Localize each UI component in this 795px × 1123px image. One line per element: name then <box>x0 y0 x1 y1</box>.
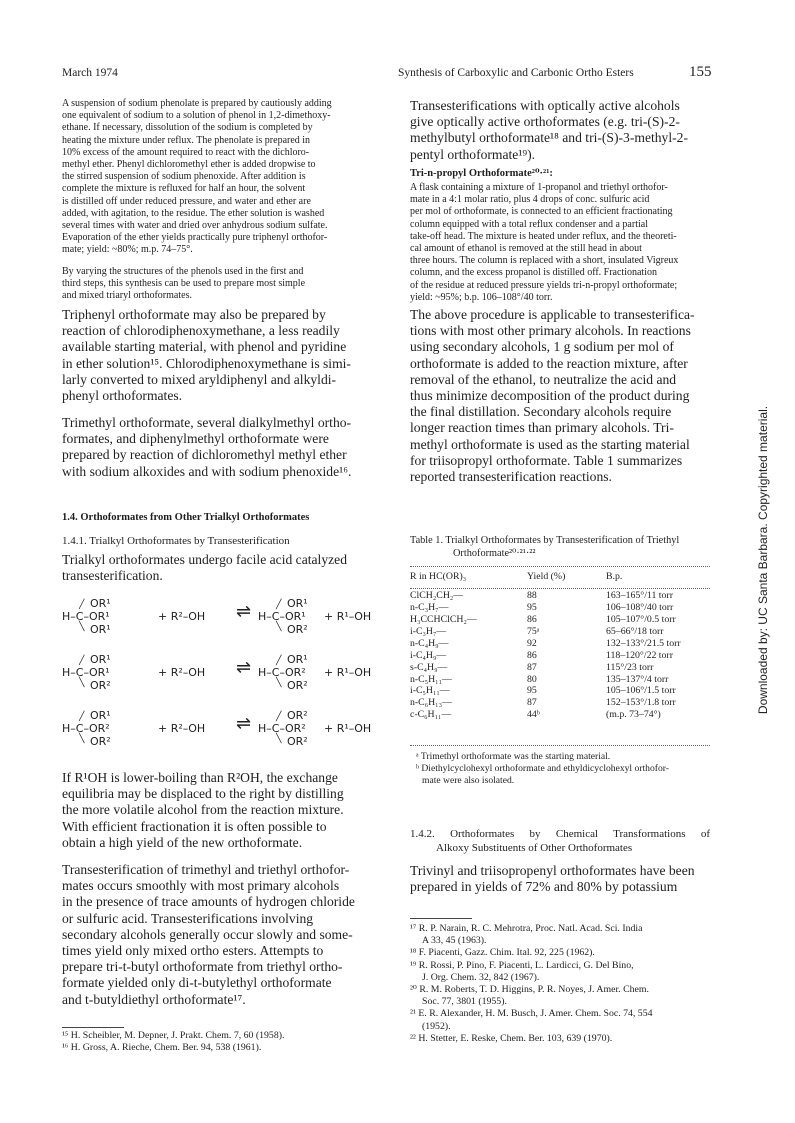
eq2-product: + R¹–OH <box>324 666 372 679</box>
footnote-line: ²¹ E. R. Alexander, H. M. Busch, J. Amer. Chem. Soc. 74, 554 <box>410 1008 653 1020</box>
text-line: mate; yield: ~80%; m.p. 74–75°. <box>62 244 193 256</box>
table-cell-bp: 152–153°/1.8 torr <box>606 697 676 709</box>
footnote-line: ¹⁸ F. Piacenti, Gazz. Chim. Ital. 92, 225 (1962). <box>410 947 595 959</box>
table-row <box>410 685 710 697</box>
text-line: give optically active orthoformates (e.g. tri-(S)-2- <box>410 114 680 130</box>
text-line: times yield only mixed ortho esters. Attempts to <box>62 943 324 959</box>
text-line: A flask containing a mixture of 1-propanol and triethyl orthofor- <box>410 182 668 193</box>
footnote-line: ¹⁷ R. P. Narain, R. C. Mehrotra, Proc. Natl. Acad. Sci. India <box>410 923 643 934</box>
table-caption-line2: Orthoformate²⁰·²¹·²² <box>453 547 536 559</box>
procedure-title: Tri-n-propyl Orthoformate²⁰·²¹: <box>410 168 553 179</box>
text-line: equilibria may be displaced to the right by distilling <box>62 786 344 802</box>
text-line: Evaporation of the ether yields practically pure triphenyl orthofor- <box>62 232 328 244</box>
table-cell-bp: (m.p. 73–74°) <box>606 709 661 721</box>
eq1-left-top: OR¹ <box>90 597 111 610</box>
table-row <box>410 614 710 626</box>
eq1-right-top: OR¹ <box>287 597 308 610</box>
text-line: and mixed triaryl orthoformates. <box>62 290 192 302</box>
eq2-left-bot: OR² <box>90 679 111 692</box>
text-line: If R¹OH is lower-boiling than R²OH, the exchange <box>62 770 338 785</box>
table-header-row <box>410 571 710 583</box>
eq1-reagent: + R²–OH <box>158 610 206 623</box>
text-line: larly converted to mixed aryldiphenyl and alkyldi- <box>62 371 337 387</box>
text-line: prepared by reaction of dichloromethyl methyl ether <box>62 447 347 463</box>
varying-structures-note <box>62 266 388 303</box>
table-note-a: ᵃ Trimethyl orthoformate was the starting material. <box>416 751 611 762</box>
text-line: methyl ether. Phenyl dichloromethyl ether is added dropwise to <box>62 159 316 171</box>
table-cell-r: i-C₃H₇— <box>410 626 447 637</box>
eq3-right-top: OR² <box>287 709 308 722</box>
text-line: Trimethyl orthoformate, several dialkylmethyl ortho- <box>62 415 352 430</box>
bond-line: ╲ <box>79 678 85 688</box>
text-line: for triisopropyl orthoformate. Table 1 summarizes <box>410 452 683 468</box>
subsection-heading-line1: 1.4.2. Orthoformates by Chemical Transformations of <box>410 828 710 840</box>
table-bottom-rule <box>410 745 710 746</box>
text-line: 10% excess of the amount required to react with the dichloro- <box>62 146 310 158</box>
text-line: prepare tri-t-butyl orthoformate from triethyl ortho- <box>62 959 343 975</box>
footnote-line: Soc. 77, 3801 (1955). <box>422 996 507 1008</box>
footnote-line: ²² H. Stetter, E. Reske, Chem. Ber. 103, 639 (1970). <box>410 1032 613 1044</box>
paragraph-trivinyl <box>410 863 710 895</box>
eq2-right-mid: H–C–OR² <box>258 666 306 679</box>
bond-line: ╱ <box>276 712 282 722</box>
text-line: ethane. If necessary, dissolution of the sodium is completed by <box>62 122 313 134</box>
text-line: Transesterifications with optically active alcohols <box>410 98 680 113</box>
table-row <box>410 697 710 709</box>
footnote-line: J. Org. Chem. 32, 842 (1967). <box>422 971 540 983</box>
text-line: take-off head. The mixture is heated under reflux, and the theoreti- <box>410 230 677 242</box>
eq3-reagent: + R²–OH <box>158 722 206 735</box>
text-line: transesterification. <box>62 568 163 584</box>
paragraph-procedure-applicable <box>410 307 710 485</box>
footnote-rule <box>410 918 472 919</box>
text-line: formates, and diphenylmethyl orthoformate were <box>62 431 329 447</box>
footnote-line: (1952). <box>422 1020 451 1032</box>
tripropyl-procedure <box>410 182 710 304</box>
text-line: pentyl orthoformate¹⁹). <box>410 146 536 162</box>
eq3-right-mid: H–C–OR² <box>258 722 306 735</box>
bond-line: ╱ <box>276 656 282 666</box>
text-line: A suspension of sodium phenolate is prepared by cautiously adding <box>62 98 332 109</box>
eq2-left-top: OR¹ <box>90 653 111 666</box>
table-row <box>410 602 710 614</box>
table-header-rule <box>410 588 710 589</box>
footnote-18 <box>410 947 710 959</box>
table-cell-yield: 86 <box>527 614 537 626</box>
table-note-b-line2: mate were also isolated. <box>422 774 515 786</box>
table-cell-yield: 95 <box>527 685 537 697</box>
table-cell-r: i-C₅H₁₁— <box>410 685 450 697</box>
table-cell-yield: 75ᵃ <box>527 626 540 637</box>
text-line: reaction of chlorodiphenoxymethane, a less readily <box>62 323 340 339</box>
download-notice-text: Downloaded by: UC Santa Barbara. Copyrighted material. <box>756 405 770 715</box>
paragraph-trimethyl <box>62 415 388 480</box>
text-line: in the presence of trace amounts of hydrogen chloride <box>62 894 355 910</box>
text-line: longer reaction times than primary alcohols. Tri- <box>410 420 674 436</box>
text-line: Transesterification of trimethyl and triethyl orthofor- <box>62 862 350 877</box>
text-line: available starting material, with phenol and pyridine <box>62 339 347 355</box>
paragraph-boiling <box>62 770 388 851</box>
running-header-title: Synthesis of Carboxylic and Carbonic Ortho Esters <box>398 67 634 79</box>
table-cell-yield: 88 <box>527 590 537 602</box>
table-header-r: R in HC(OR)₃ <box>410 571 467 583</box>
table-caption-line1: Table 1. Trialkyl Orthoformates by Transesterification of Triethyl <box>410 535 680 546</box>
table-cell-r: n-C₄H₉— <box>410 637 449 649</box>
table-cell-r: n-C₆H₁₃— <box>410 697 452 709</box>
table-row <box>410 590 710 602</box>
equilibrium-arrow-icon: ⇌ <box>236 713 252 734</box>
eq1-right-mid: H–C–OR¹ <box>258 610 306 623</box>
bond-line: ╱ <box>79 712 85 722</box>
left-footnotes <box>62 1030 388 1054</box>
subsection-heading-line2: Alkoxy Substituents of Other Orthoformates <box>436 841 633 854</box>
table-cell-r: n-C₅H₁₁— <box>410 673 452 685</box>
footnote-17 <box>410 923 710 947</box>
eq3-left-bot: OR² <box>90 735 111 748</box>
eq3-left-mid: H–C–OR² <box>62 722 110 735</box>
bond-line: ╲ <box>276 678 282 688</box>
eq1-left-mid: H–C–OR¹ <box>62 610 110 623</box>
table-cell-bp: 163–165°/11 torr <box>606 590 673 602</box>
text-line: heating the mixture under reflux. The phenolate is prepared in <box>62 134 311 146</box>
table-cell-yield: 86 <box>527 649 537 661</box>
footnote-20 <box>410 984 710 1008</box>
eq3-product: + R¹–OH <box>324 722 372 735</box>
bond-line: ╱ <box>276 600 282 610</box>
table-cell-r: ClCH₂CH₂— <box>410 590 464 602</box>
text-line: formate yielded only di-t-butylethyl orthoformate <box>62 975 332 991</box>
eq1-right-bot: OR² <box>287 623 308 636</box>
text-line: secondary alcohols generally occur slowly and some- <box>62 926 353 942</box>
table-cell-r: i-C₄H₉— <box>410 649 447 661</box>
text-line: one equivalent of sodium to a solution of phenol in 1,2-dimethoxy- <box>62 110 331 122</box>
text-line: orthoformate is added to the reaction mixture, after <box>410 355 688 371</box>
table-cell-bp: 135–137°/4 torr <box>606 673 669 685</box>
eq3-left-top: OR¹ <box>90 709 111 722</box>
equilibrium-arrow-icon: ⇌ <box>236 601 252 622</box>
subsection-heading: 1.4.1. Trialkyl Orthoformates by Transesterification <box>62 535 290 547</box>
bond-line: ╱ <box>79 600 85 610</box>
text-line: methylbutyl orthoformate¹⁸ and tri-(S)-3-methyl-2- <box>410 130 688 146</box>
section-heading: 1.4. Orthoformates from Other Trialkyl Orthoformates <box>62 512 310 523</box>
subsection-heading-142 <box>410 828 710 855</box>
text-line: using secondary alcohols, 1 g sodium per mol of <box>410 339 674 355</box>
eq2-left-mid: H–C–OR¹ <box>62 666 110 679</box>
footnote-21 <box>410 1008 710 1032</box>
paragraph-optically-active <box>410 98 710 163</box>
text-line: or sulfuric acid. Transesterifications involving <box>62 910 314 926</box>
table-row <box>410 673 710 685</box>
footnote-19 <box>410 960 710 984</box>
eq2-reagent: + R²–OH <box>158 666 206 679</box>
table-header-bp: B.p. <box>606 571 623 583</box>
paragraph-triphenyl <box>62 307 388 404</box>
transesterification-table <box>410 571 710 721</box>
text-line: prepared in yields of 72% and 80% by potassium <box>410 879 678 895</box>
table-cell-yield: 80 <box>527 673 537 685</box>
text-line: added, with agitation, to the residue. The ether solution is washed <box>62 207 325 219</box>
text-line: complete the mixture is refluxed for half an hour, the solvent <box>62 183 306 195</box>
table-top-rule <box>410 566 710 567</box>
bond-line: ╲ <box>79 622 85 632</box>
table-cell-bp: 118–120°/22 torr <box>606 649 673 661</box>
bond-line: ╲ <box>276 734 282 744</box>
bond-line: ╱ <box>79 656 85 666</box>
text-line: with sodium alkoxides and with sodium phenoxide¹⁶. <box>62 463 352 479</box>
table-header-yield: Yield (%) <box>527 571 566 583</box>
text-line: The above procedure is applicable to transesterifica- <box>410 307 695 322</box>
table-row <box>410 649 710 661</box>
eq1-left-bot: OR¹ <box>90 623 111 636</box>
text-line: in ether solution¹⁵. Chlorodiphenoxymethane is simi- <box>62 355 351 371</box>
footnote-16: ¹⁶ H. Gross, A. Rieche, Chem. Ber. 94, 538 (1961). <box>62 1042 262 1054</box>
table-row <box>410 626 710 638</box>
text-line: tions with most other primary alcohols. In reactions <box>410 323 691 339</box>
table-note-b-line1: ᵇ Diethylcyclohexyl orthoformate and ethyldicyclohexyl orthofor- <box>416 762 669 774</box>
table-cell-yield: 87 <box>527 661 537 673</box>
text-line: several times with water and dried over anhydrous sodium sulfate. <box>62 220 328 232</box>
eq2-right-bot: OR² <box>287 679 308 692</box>
paragraph-transesterification <box>62 552 388 584</box>
text-line: third steps, this synthesis can be used to prepare most simple <box>62 278 306 290</box>
phenolate-procedure <box>62 98 388 257</box>
eq2-right-top: OR¹ <box>287 653 308 666</box>
text-line: Trialkyl orthoformates undergo facile acid catalyzed <box>62 552 347 567</box>
text-line: removal of the ethanol, to neutralize the acid and <box>410 371 677 387</box>
footnote-22 <box>410 1033 710 1045</box>
bond-line: ╲ <box>276 622 282 632</box>
text-line: By varying the structures of the phenols used in the first and <box>62 266 304 277</box>
footnote-15: ¹⁵ H. Scheibler, M. Depner, J. Prakt. Chem. 7, 60 (1958). <box>62 1030 285 1041</box>
table-cell-yield: 44ᵇ <box>527 709 540 721</box>
text-line: Trivinyl and triisopropenyl orthoformates have been <box>410 863 695 878</box>
footnote-line: A 33, 45 (1963). <box>422 935 487 947</box>
text-line: column equipped with a total reflux condenser and a partial <box>410 218 648 230</box>
table-row <box>410 709 710 721</box>
table-cell-r: c-C₆H₁₁— <box>410 709 452 721</box>
table-row <box>410 661 710 673</box>
page-number: 155 <box>689 64 712 80</box>
text-line: the more volatile alcohol from the reaction mixture. <box>62 802 344 818</box>
table-cell-r: H₃CCHClCH₂— <box>410 614 477 626</box>
table-cell-bp: 132–133°/21.5 torr <box>606 637 681 649</box>
equilibrium-equations <box>62 598 392 768</box>
footnote-rule <box>62 1027 124 1028</box>
text-line: and t-butyldiethyl orthoformate¹⁷. <box>62 991 246 1007</box>
footnote-line: ²⁰ R. M. Roberts, T. D. Higgins, P. R. Noyes, J. Amer. Chem. <box>410 984 649 996</box>
text-line: yield: ~95%; b.p. 106–108°/40 torr. <box>410 291 553 303</box>
table-cell-bp: 115°/23 torr <box>606 661 654 673</box>
table-cell-r: n-C₃H₇— <box>410 602 449 614</box>
text-line: phenyl orthoformates. <box>62 388 183 404</box>
table-cell-bp: 106–108°/40 torr <box>606 602 674 614</box>
text-line: methyl orthoformate is used as the starting material <box>410 436 690 452</box>
table-cell-yield: 92 <box>527 637 537 649</box>
text-line: the stirred suspension of sodium phenoxide. After addition is <box>62 171 306 183</box>
bond-line: ╲ <box>79 734 85 744</box>
text-line: the final distillation. Secondary alcohols require <box>410 404 672 420</box>
table-cell-r: s-C₄H₉— <box>410 661 448 673</box>
right-footnotes <box>410 923 710 1045</box>
text-line: of the residue at reduced pressure yields tri-n-propyl orthoformate; <box>410 279 678 291</box>
text-line: Triphenyl orthoformate may also be prepared by <box>62 307 326 322</box>
table-cell-bp: 105–107°/0.5 torr <box>606 614 676 626</box>
table-caption <box>410 535 679 560</box>
text-line: column, and the excess propanol is distilled off. Fractionation <box>410 267 657 279</box>
table-row <box>410 637 710 649</box>
text-line: three hours. The column is replaced with a short, insulated Vigreux <box>410 255 679 267</box>
table-notes <box>416 751 710 786</box>
text-line: is distilled off under reduced pressure, and water and ether are <box>62 195 311 207</box>
table-cell-yield: 95 <box>527 602 537 614</box>
text-line: obtain a high yield of the new orthoformate. <box>62 834 303 850</box>
text-line: cal amount of ethanol is removed at the still head in about <box>410 243 642 255</box>
text-line: mate in a 4:1 molar ratio, plus 4 drops of conc. sulfuric acid <box>410 194 650 206</box>
text-line: With efficient fractionation it is often possible to <box>62 818 327 834</box>
text-line: mates occurs smoothly with most primary alcohols <box>62 878 340 894</box>
paragraph-trimethyl-triethyl <box>62 862 388 1008</box>
eq1-product: + R¹–OH <box>324 610 372 623</box>
table-cell-yield: 87 <box>527 697 537 709</box>
text-line: per mol of orthoformate, is connected to an efficient fractionating <box>410 206 673 218</box>
equilibrium-arrow-icon: ⇌ <box>236 657 252 678</box>
text-line: reported transesterification reactions. <box>410 469 612 485</box>
text-line: thus minimize decomposition of the product during <box>410 388 690 404</box>
eq3-right-bot: OR² <box>287 735 308 748</box>
table-cell-bp: 105–106°/1.5 torr <box>606 685 676 697</box>
running-header-date: March 1974 <box>62 67 118 79</box>
table-cell-bp: 65–66°/18 torr <box>606 626 664 637</box>
footnote-line: ¹⁹ R. Rossi, P. Pino, F. Piacenti, L. Lardicci, G. Del Bino, <box>410 959 634 971</box>
